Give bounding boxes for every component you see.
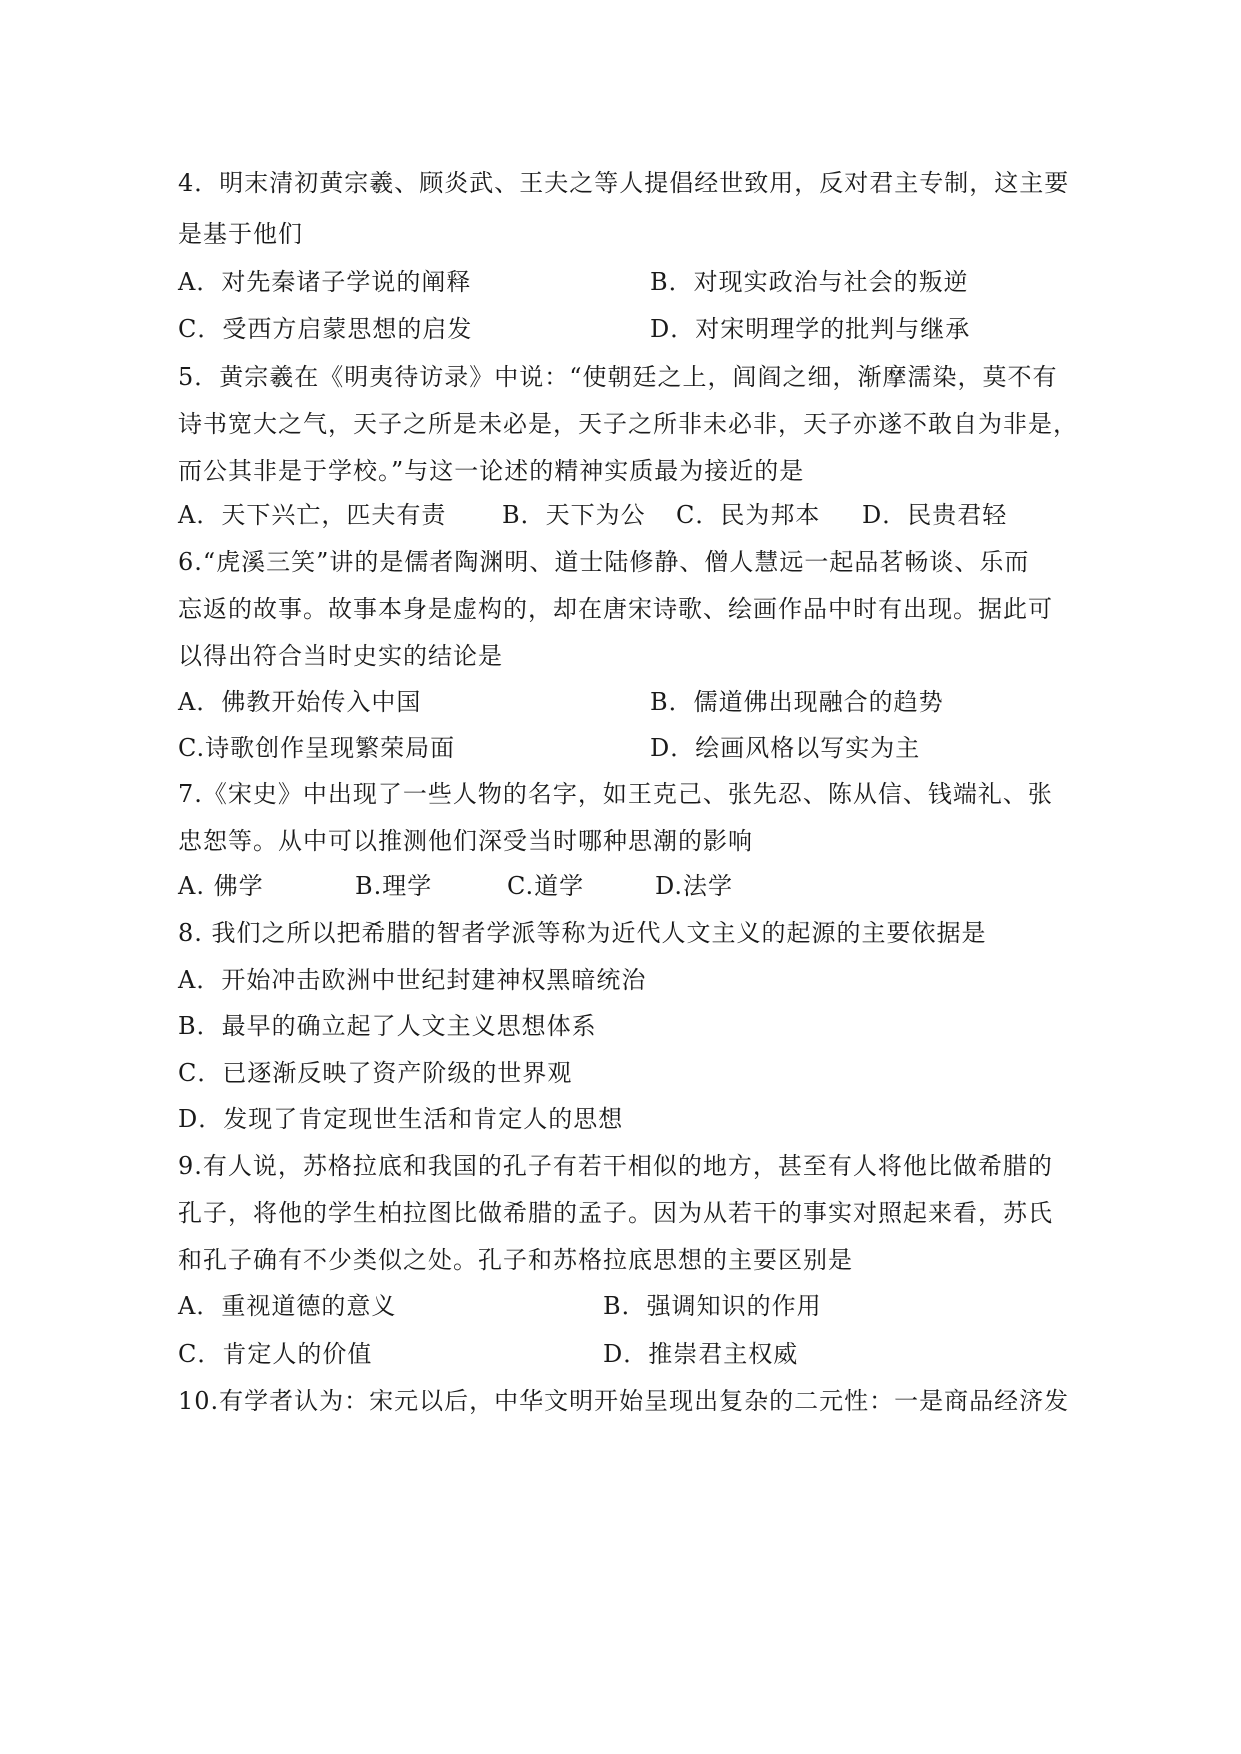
- q7-option-d: D.法学: [655, 872, 734, 900]
- q4-option-b: B．对现实政治与社会的叛逆: [650, 268, 969, 296]
- q6-stem-line-1: 6.“虎溪三笑”讲的是儒者陶渊明、道士陆修静、僧人慧远一起品茗畅谈、乐而: [178, 548, 1030, 576]
- q5-stem-line-1: 5．黄宗羲在《明夷待访录》中说：“使朝廷之上，闾阎之细，渐摩濡染，莫不有: [178, 363, 1058, 391]
- q7-option-b: B.理学: [355, 872, 433, 900]
- q5-option-a: A．天下兴亡，匹夫有责: [178, 501, 447, 529]
- q7-stem-line-1: 7.《宋史》中出现了一些人物的名字，如王克己、张先忍、陈从信、钱端礼、张: [178, 780, 1053, 808]
- q9-option-d: D．推崇君主权威: [603, 1340, 799, 1368]
- q5-stem-line-2: 诗书宽大之气，天子之所是未必是，天子之所非未必非，天子亦遂不敢自为非是，: [178, 410, 1078, 438]
- q4-stem-line-2: 是基于他们: [178, 220, 303, 248]
- q7-option-a: A. 佛学: [178, 872, 264, 900]
- q9-option-b: B．强调知识的作用: [603, 1292, 822, 1320]
- q5-option-c: C．民为邦本: [676, 501, 821, 529]
- q4-option-a: A．对先秦诸子学说的阐释: [178, 268, 472, 296]
- q7-option-c: C.道学: [507, 872, 585, 900]
- q9-stem-line-1: 9.有人说，苏格拉底和我国的孔子有若干相似的地方，甚至有人将他比做希腊的: [178, 1152, 1053, 1180]
- q6-stem-line-2: 忘返的故事。故事本身是虚构的，却在唐宋诗歌、绘画作品中时有出现。据此可: [178, 595, 1053, 623]
- q8-option-c: C．已逐渐反映了资产阶级的世界观: [178, 1059, 573, 1087]
- q8-stem-line-1: 8. 我们之所以把希腊的智者学派等称为近代人文主义的起源的主要依据是: [178, 919, 987, 947]
- q4-option-c: C．受西方启蒙思想的启发: [178, 315, 473, 343]
- q5-stem-line-3: 而公其非是于学校。”与这一论述的精神实质最为接近的是: [178, 457, 805, 485]
- q9-stem-line-2: 孔子，将他的学生柏拉图比做希腊的孟子。因为从若干的事实对照起来看，苏氏: [178, 1199, 1053, 1227]
- q6-stem-line-3: 以得出符合当时史实的结论是: [178, 642, 503, 670]
- q10-stem-line-1: 10.有学者认为：宋元以后，中华文明开始呈现出复杂的二元性：一是商品经济发: [178, 1387, 1070, 1415]
- q9-stem-line-3: 和孔子确有不少类似之处。孔子和苏格拉底思想的主要区别是: [178, 1246, 853, 1274]
- q8-option-d: D．发现了肯定现世生活和肯定人的思想: [178, 1105, 624, 1133]
- q6-option-d: D．绘画风格以写实为主: [650, 734, 921, 762]
- q6-option-c: C.诗歌创作呈现繁荣局面: [178, 734, 456, 762]
- q9-option-a: A．重视道德的意义: [178, 1292, 397, 1320]
- q5-option-b: B．天下为公: [502, 501, 646, 529]
- q9-option-c: C．肯定人的价值: [178, 1340, 373, 1368]
- q4-stem-line-1: 4．明末清初黄宗羲、顾炎武、王夫之等人提倡经世致用，反对君主专制，这主要: [178, 169, 1070, 197]
- q6-option-b: B．儒道佛出现融合的趋势: [650, 688, 944, 716]
- q8-option-b: B．最早的确立起了人文主义思想体系: [178, 1012, 597, 1040]
- q4-option-d: D．对宋明理学的批判与继承: [650, 315, 971, 343]
- q5-option-d: D．民贵君轻: [862, 501, 1008, 529]
- q8-option-a: A．开始冲击欧洲中世纪封建神权黑暗统治: [178, 966, 647, 994]
- q7-stem-line-2: 忠恕等。从中可以推测他们深受当时哪种思潮的影响: [178, 827, 753, 855]
- q6-option-a: A．佛教开始传入中国: [178, 688, 422, 716]
